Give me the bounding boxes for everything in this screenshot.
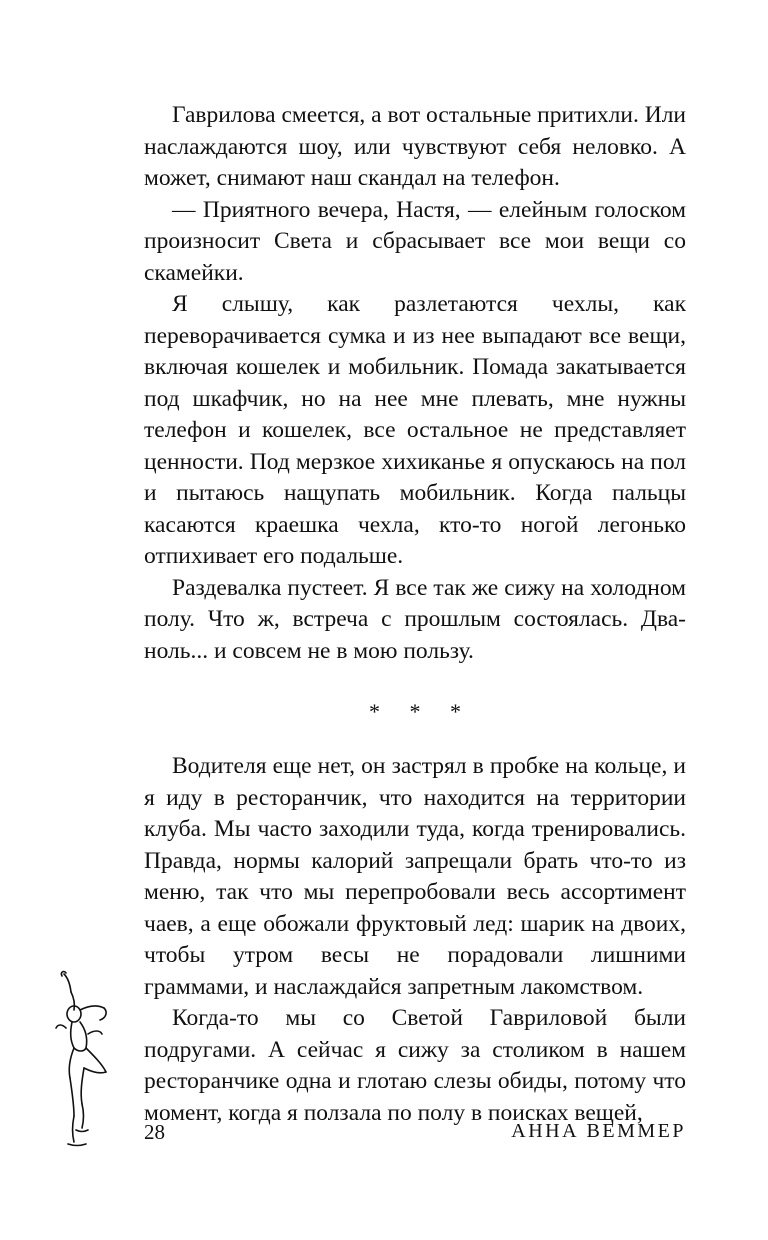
section-separator: * * * — [369, 699, 473, 724]
page-footer — [144, 1120, 686, 1152]
paragraph: Раздевалка пустеет. Я все так же сижу на холодном полу. Что ж, встреча с прошлым состоялась. Два-ноль... и совсем не в мою пользу. — [144, 574, 686, 664]
figure-skater-illustration — [44, 968, 134, 1158]
paragraph: Когда-то мы со Светой Гавриловой были подругами. А сейчас я сижу за столиком в нашем ресторанчике одна и глотаю слезы обиды, потому что момент, когда я ползала по полу в поисках вещей, — [144, 1005, 686, 1126]
paragraph: — Приятного вечера, Настя, — елейным голоском произносит Света и сбрасывает все мои вещи со скамейки. — [144, 196, 686, 286]
paragraph: Я слышу, как разлетаются чехлы, как переворачивается сумка и из нее выпадают все вещи, включая кошелек и мобильник. Помада закатывается под шкафчик, но на нее мне плевать, мне нужны телефон и кошелек, все остальное не представляет ценности. Под мерзкое хихиканье я опускаюсь на пол и пытаюсь нащупать мобильник. Когда пальцы касаются краешка чехла, кто-то ногой легонько отпихивает его подальше. — [144, 291, 686, 569]
paragraph: Водителя еще нет, он застрял в пробке на кольце, и я иду в ресторанчик, что находится на территории клуба. Мы часто заходили туда, когда тренировались. Правда, нормы калорий запрещали брать что-то из меню, так что мы перепробовали весь ассортимент чаев, а еще обожали фруктовый лед: шарик на двоих, чтобы утром весы не порадовали лишними граммами, и наслаждайся запретным лакомством. — [144, 753, 686, 1000]
running-head-author: АННА ВЕММЕР — [511, 1120, 686, 1142]
page-body — [144, 100, 686, 1129]
page-number: 28 — [144, 1120, 165, 1144]
paragraph: Гаврилова смеется, а вот остальные притихли. Или наслаждаются шоу, или чувствуют себя неловко. А может, снимают наш скандал на телефон. — [144, 102, 686, 191]
